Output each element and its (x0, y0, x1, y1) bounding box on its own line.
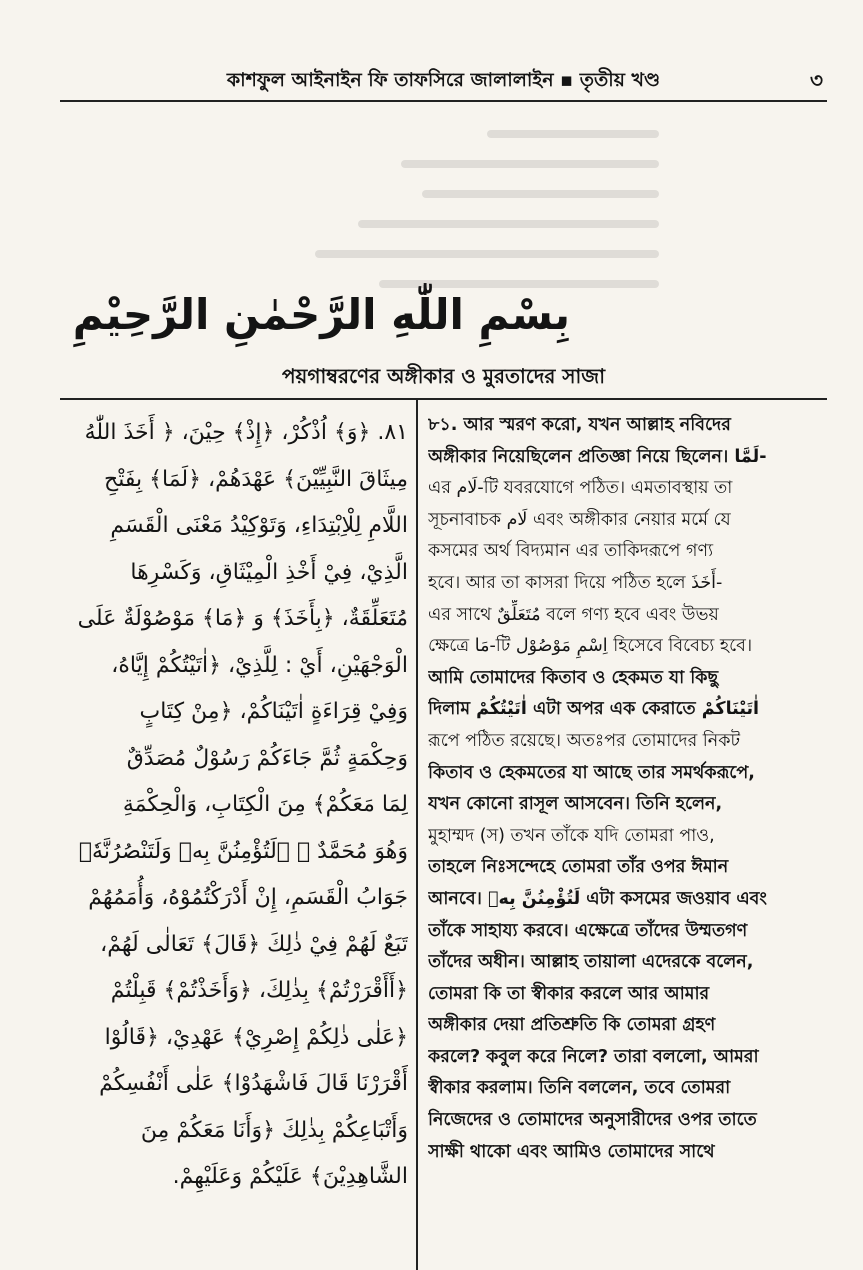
bengali-text-line: সাক্ষী থাকো এবং আমিও তোমাদের সাথে (428, 1141, 715, 1162)
arabic-text-line: الشَّاهِدِيْنَ﴾ عَلَيْكُمْ وَعَلَيْهِمْ. (172, 1164, 408, 1189)
running-title: কাশফুল আইনাইন ফি তাফসিরে জালালাইন ▪ তৃতীয় খণ্ড (226, 69, 661, 91)
bengali-text-line: ৮১. আর স্মরণ করো, যখন আল্লাহ নবিদের (428, 415, 731, 435)
arabic-text-line: ﴿أَأَقْرَرْتُمْ﴾ بِذٰلِكَ، ﴿وَأَخَذْتُمْ﴾ قَبِلْتُمْ (110, 978, 408, 1003)
arabic-text-line: أَقْرَرْنَا قَالَ فَاشْهَدُوْا﴾ عَلٰى أَنْفُسِكُمْ (99, 1071, 408, 1096)
section-heading: পয়গাম্বরণের অঙ্গীকার ও মুরতাদের সাজা (281, 364, 605, 388)
bengali-text-line: করলে? কবুল করে নিলে? তারা বললো, আমরা (428, 1046, 759, 1067)
arabic-text-line: اللَّامِ لِلْاِبْتِدَاءِ، وَتَوْكِيْدُ مَعْنَى الْقَسَمِ (110, 513, 408, 538)
bengali-text-line: রূপে পঠিত রয়েছে। অতঃপর তোমাদের নিকট (428, 730, 741, 751)
bengali-text-line: হবে। আর তা কাসরা দিয়ে পঠিত হলে أَخَذَ- (428, 572, 723, 593)
bengali-text-line: স্বীকার করলাম। তিনি বললেন, তবে তোমরা (428, 1078, 731, 1099)
bengali-text-line: আমি তোমাদের কিতাব ও হেকমত যা কিছু (428, 667, 719, 688)
arabic-text-line: ﴿عَلٰى ذٰلِكُمْ إِصْرِيْ﴾ عَهْدِيْ، ﴿قَالُوْا (104, 1024, 408, 1050)
bengali-text-line: এর সাথে مُتَعَلِّقٌ বলে গণ্য হবে এবং উভয় (428, 604, 719, 625)
arabic-text-line: ٨١. ﴿وَ﴾ اُذْكُرْ، ﴿إِذْ﴾ حِيْنَ، ﴿ أَخَذَ اللّٰهُ (84, 420, 408, 445)
heading-rule (60, 398, 827, 400)
bengali-text-line: কিতাব ও হেকমতের যা আছে তার সমর্থকরূপে, (428, 762, 755, 783)
bengali-text-line: সূচনাবাচক لَام এবং অঙ্গীকার নেয়ার মর্মে যে (428, 509, 731, 530)
column-divider (416, 400, 418, 1270)
arabic-text-line: لِمَا مَعَكُمْ﴾ مِنَ الْكِتَابِ، وَالْحِكْمَةِ (122, 792, 408, 817)
arabic-text-line: وَفِيْ قِرَاءَةٍ اٰتَيْنَاكُمْ، ﴿مِنْ كِتَابٍ (139, 699, 408, 724)
arabic-text-line: الْوَجْهَيْنِ، أَيْ : لِلَّذِيْ، ﴿اٰتَيْتُكُمْ إِيَّاهُ، (111, 652, 408, 678)
bengali-text-line: অঙ্গীকার নিয়েছিলেন প্রতিজ্ঞা নিয়ে ছিলেন। لَمَّا- (428, 446, 767, 467)
arabic-text-line: وَهُوَ مُحَمَّدٌ ﷺ ﴿لَتُؤْمِنُنَّ بِهٖ وَلَتَنْصُرُنَّهٗ﴾ (78, 838, 408, 864)
bengali-text-line: তোমরা কি তা স্বীকার করলে আর আমার (428, 983, 710, 1004)
bengali-text-line: তাঁদের অধীন। আল্লাহ তায়ালা এদেরকে বলেন, (428, 952, 754, 973)
bengali-text-line: কসমের অর্থ বিদ্যমান এর তাকিদরূপে গণ্য (428, 541, 714, 562)
bengali-text-line: এর لَام-টি যবরযোগে পঠিত। এমতাবস্থায় তা (428, 478, 733, 499)
basmala-calligraphy: بِسْمِ اللّٰهِ الرَّحْمٰنِ الرَّحِيْمِ (72, 290, 570, 339)
arabic-text-line: الَّذِيْ، فِيْ أَخْذِ الْمِيْثَاقِ، وَكَسْرِهَا (130, 559, 408, 585)
bengali-text-line: নিজেদের ও তোমাদের অনুসারীদের ওপর তাতে (428, 1110, 757, 1131)
arabic-text-line: جَوَابُ الْقَسَمِ، إِنْ أَدْرَكْتُمُوْهُ، وَأُمَمُهُمْ (88, 885, 408, 910)
bengali-text-line: আনবে। لَتُؤْمِنُنَّ بِهٖ এটা কসমের জওয়াব এবং (428, 888, 767, 909)
bengali-text-line: মুহাম্মদ (স) তখন তাঁকে যদি তোমরা পাও, (428, 825, 715, 846)
arabic-text-line: مُتَعَلِّقَةٌ، ﴿بِأَخَذَ﴾ وَ ﴿مَا﴾ مَوْصُوْلَةٌ عَلَى (77, 606, 408, 631)
arabic-text-line: وَأَتْبَاعِكُمْ بِذٰلِكَ ﴿وَأَنَا مَعَكُمْ مِنَ (140, 1117, 408, 1143)
bengali-text-line: তাহলে নিঃসন্দেহে তোমরা তাঁর ওপর ঈমান (428, 857, 729, 878)
arabic-text-line: تَبَعٌ لَهُمْ فِيْ ذٰلِكَ ﴿قَالَ﴾ تَعَالٰى لَهُمْ، (100, 931, 408, 957)
bengali-translation-column (428, 410, 800, 1168)
arabic-text-column (58, 410, 408, 1201)
bengali-text-line: ক্ষেত্রে مَا-টি اِسْمِ مَوْصُوْل হিসেবে বিবেচ্য হবে। (428, 636, 753, 657)
bengali-text-line: দিলাম اٰتَيْتُكُمْ এটা অপর এক কেরাতে اٰتَيْنَاكُمْ (428, 699, 760, 720)
bengali-text-line: যখন কোনো রাসূল আসবেন। তিনি হলেন, (428, 794, 723, 815)
bengali-text-line: অঙ্গীকার দেয়া প্রতিশ্রুতি কি তোমরা গ্রহণ (428, 1015, 716, 1036)
page-number: ৩ (809, 68, 823, 92)
arabic-text-line: وَحِكْمَةٍ ثُمَّ جَاءَكُمْ رَسُوْلٌ مُصَدِّقٌ (126, 745, 408, 771)
bengali-text-line: তাঁকে সাহায্য করবে। এক্ষেত্রে তাঁদের উম্মতগণ (428, 920, 748, 941)
arabic-text-line: مِيثَاقَ النَّبِيِّيْنَ﴾ عَهْدَهُمْ، ﴿لَمَا﴾ بِفَتْحِ (104, 466, 408, 492)
page-header (60, 56, 827, 102)
